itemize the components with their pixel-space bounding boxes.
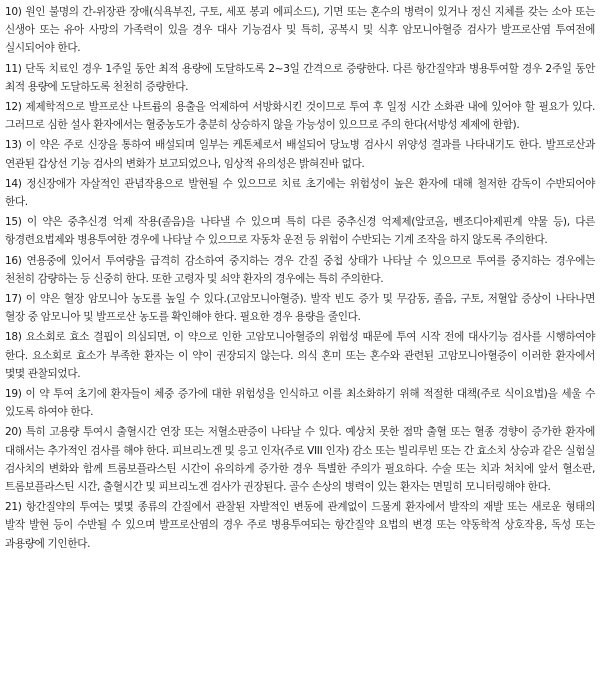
- paragraph-16: 16) 연용중에 있어서 투여량을 급격히 감소하여 중지하는 경우 간질 중첩 상태가 나타날 수 있으므로 투여를 중지하는 경우에는 천천히 감량하는 등 신중히 한다. 또한 고령자 및 쇠약 환자의 경우에는 특히 주의한다.: [5, 254, 595, 285]
- paragraph-18: 18) 요소회로 효소 결핍이 의심되면, 이 약으로 인한 고암모니아혈증의 위험성 때문에 투여 시작 전에 대사기능 검사를 시행하여야 한다. 요소회로 효소가 부족한 환자는 이 약이 권장되지 않는다. 의식 혼미 또는 혼수와 관련된 고암모니아혈증이 이러한 환자에서 몇몇 관찰되었다.: [5, 331, 595, 380]
- paragraph-17: 17) 이 약은 혈장 암모니아 농도를 높일 수 있다.(고암모니아혈증). 발작 빈도 증가 및 무감동, 졸음, 구토, 저혈압 증상이 나타나면 혈장 중 암모니아 및 발프로산 농도를 확인해야 한다. 필요한 경우 용량을 줄인다.: [5, 293, 595, 324]
- paragraph-12: 12) 제제학적으로 발프로산 나트륨의 용출을 억제하여 서방화시킨 것이므로 투여 후 일정 시간 소화관 내에 있어야 할 필요가 있다. 그러므로 심한 설사 환자에서는 혈중농도가 충분히 상승하지 않을 가능성이 있으므로 주의 한다(서방성 제제에 한함).: [5, 101, 595, 132]
- paragraph-20: 20) 특히 고용량 투여시 출혈시간 연장 또는 저혈소판증이 나타날 수 있다. 예상치 못한 점막 출혈 또는 혈종 경향이 증가한 환자에 대해서는 추가적인 검사를 해야 한다. 피브리노겐 및 응고 인자(주로 VIII 인자) 감소 또는 빌리루빈 또는 간 효소치 상승과 같은 실험실 검사치의 변화와 함께 트롬보플라스틴 시간이 유의하게 증가한 경우 특별한 주의가 필요하다. 수술 또는 치과 처치에 앞서 혈소판, 트롬보플라스틴 시간, 출혈시간 및 피브리노겐 검사가 권장된다. 골수 손상의 병력이 있는 환자는 면밀히 모니터링해야 한다.: [5, 426, 595, 494]
- paragraph-11: 11) 단독 치료인 경우 1주일 동안 최적 용량에 도달하도록 2~3일 간격으로 증량한다. 다른 항간질약과 병용투여할 경우 2주일 동안 최적 용량에 도달하도록 천천히 증량한다.: [5, 62, 595, 93]
- paragraph-15: 15) 이 약은 중추신경 억제 작용(졸음)을 나타낼 수 있으며 특히 다른 중추신경 억제제(알코올, 벤조디아제핀계 약물 등), 다른 항경련요법제와 병용투여한 경우에 나타날 수 있으므로 자동차 운전 등 위험이 수반되는 기계 조작을 하지 않도록 주의한다.: [5, 216, 595, 247]
- paragraph-13: 13) 이 약은 주로 신장을 통하여 배설되며 일부는 케톤체로서 배설되어 당뇨병 검사시 위양성 결과를 나타내기도 한다. 발프로산과 연관된 갑상선 기능 검사의 변화가 보고되었으나, 임상적 유의성은 밝혀진바 없다.: [5, 139, 595, 170]
- paragraph-14: 14) 정신장애가 자살적인 관념작용으로 발현될 수 있으므로 치료 초기에는 위험성이 높은 환자에 대해 철저한 감독이 수반되어야 한다.: [5, 177, 595, 209]
- paragraph-10: 10) 원인 불명의 간-위장관 장애(식욕부진, 구토, 세포 봉괴 에피소드), 기면 또는 혼수의 병력이 있거나 정신 지체를 갖는 소아 또는 신생아 또는 유아 사망의 가족력이 있을 경우 대사 기능검사 및 특히, 공복시 및 식후 암모니아혈증 검사가 발프로산염 투여전에 실시되어야 한다.: [5, 6, 595, 55]
- paragraph-21: 21) 항간질약의 투여는 몇몇 종류의 간질에서 관찰된 자발적인 변동에 관계없이 드물게 환자에서 발작의 재발 또는 새로운 형태의 발작 발현 등이 수반될 수 있으며 발프로산염의 경우 주로 병용투여되는 항간질약 요법의 변경 또는 약동학적 상호작용, 독성 또는 과용량에 기인한다.: [5, 501, 595, 550]
- paragraph-19: 19) 이 약 투여 초기에 환자들이 체중 증가에 대한 위험성을 인식하고 이를 최소화하기 위해 적절한 대책(주로 식이요법)을 세울 수 있도록 하여야 한다.: [5, 388, 595, 419]
